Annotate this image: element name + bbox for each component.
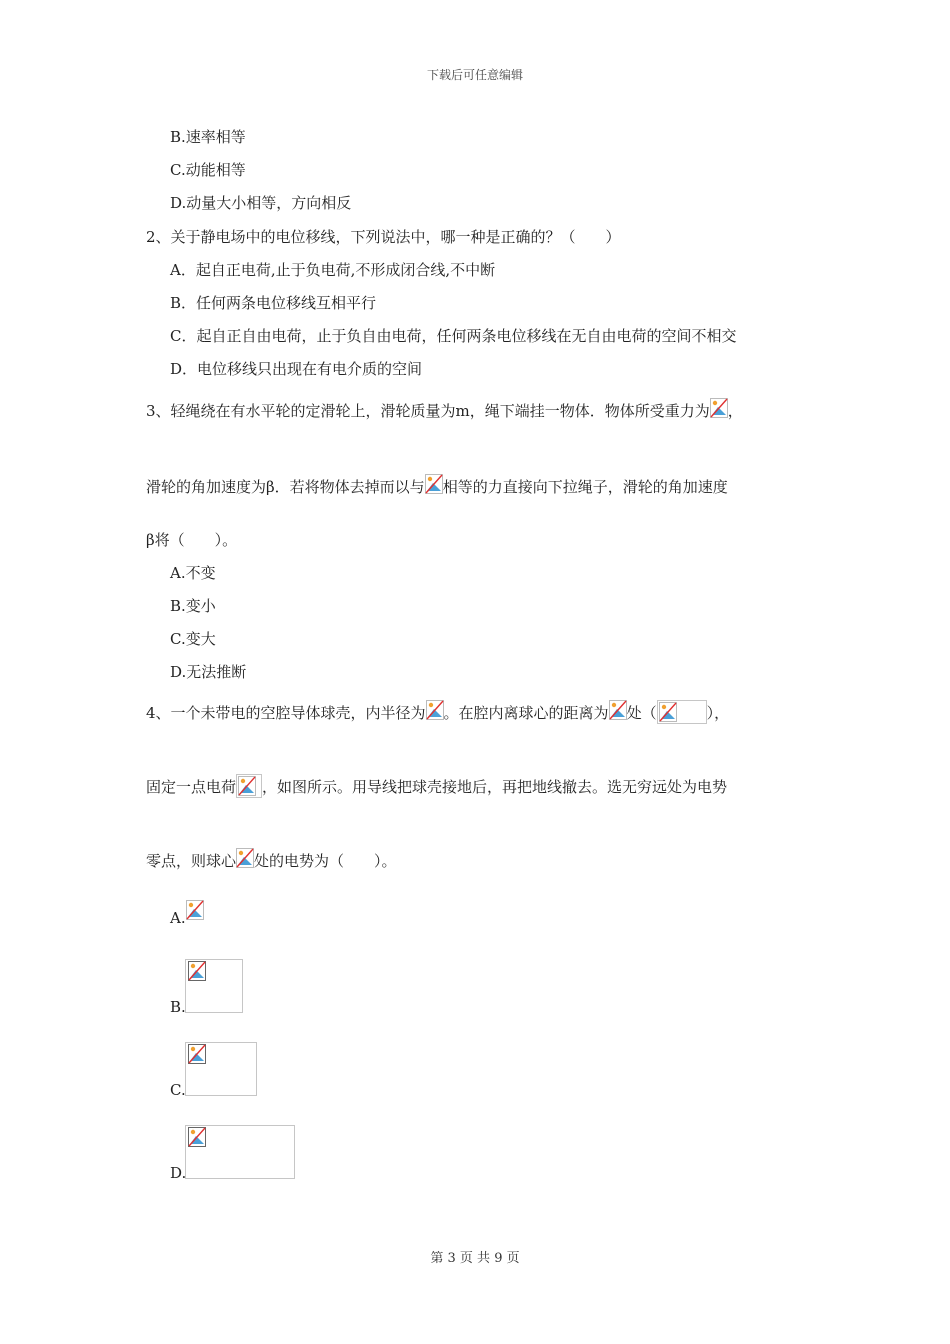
q2-option-c: C．起自正自由电荷，止于负自由电荷，任何两条电位移线在无自由电荷的空间不相交 — [170, 327, 737, 345]
q3-stem-line1 — [146, 398, 743, 421]
q2-option-b: B．任何两条电位移线互相平行 — [170, 294, 377, 312]
broken-image-icon — [425, 474, 443, 494]
q4-option-d: D. — [170, 1164, 187, 1182]
option-b-image — [185, 959, 243, 1013]
q4-stem-text: 处（ — [626, 704, 657, 722]
q3-stem-text: 相等的力直接向下拉绳子，滑轮的角加速度 — [442, 478, 728, 496]
q1-option-b: B.速率相等 — [170, 128, 246, 146]
q1-option-c: C.动能相等 — [170, 161, 246, 179]
q4-stem-text: 。在腔内离球心的距离为 — [443, 704, 609, 722]
q3-option-b: B.变小 — [170, 597, 216, 615]
broken-image-icon — [186, 900, 204, 920]
q2-option-a: A．起自正电荷,止于负电荷,不形成闭合线,不中断 — [170, 261, 496, 279]
q4-stem-text: ，如图所示。用导线把球壳接地后，再把地线撤去。选无穷远处为电势 — [262, 778, 728, 796]
q4-option-a: A. — [170, 909, 186, 927]
broken-image-icon — [187, 1127, 207, 1147]
q3-option-d: D.无法推断 — [170, 663, 247, 681]
q2-stem: 2、关于静电场中的电位移线，下列说法中，哪一种是正确的？（ ） — [146, 228, 621, 246]
q3-stem-text: 3、轻绳绕在有水平轮的定滑轮上，滑轮质量为m，绳下端挂一物体．物体所受重力为 — [146, 402, 710, 420]
q3-option-a: A.不变 — [170, 564, 216, 582]
q4-stem-line2 — [146, 774, 727, 798]
page-header: 下载后可任意编辑 — [426, 68, 523, 82]
q4-stem-line1 — [146, 700, 729, 724]
q4-stem-text: 零点，则球心 — [146, 852, 237, 870]
page-footer: 第 3 页 共 9 页 — [430, 1251, 520, 1266]
q4-option-c: C. — [170, 1081, 186, 1099]
q4-stem-line3 — [146, 848, 397, 871]
q4-stem-text: ）， — [706, 704, 730, 722]
q3-stem-line3: β将（ ）。 — [146, 531, 238, 549]
broken-image-frame — [236, 774, 262, 798]
q3-stem-text: ， — [727, 402, 743, 420]
q3-stem-line2 — [146, 474, 728, 497]
option-c-image — [185, 1042, 257, 1096]
q3-stem-text: 滑轮的角加速度为β．若将物体去掉而以与 — [146, 478, 425, 496]
option-a-image — [186, 900, 203, 921]
q1-option-d: D.动量大小相等，方向相反 — [170, 194, 352, 212]
broken-image-icon — [609, 700, 627, 720]
q4-stem-text: 处的电势为（ ）。 — [254, 852, 397, 870]
broken-image-icon — [238, 776, 256, 796]
broken-image-icon — [659, 702, 677, 722]
q3-option-c: C.变大 — [170, 630, 216, 648]
q4-stem-text: 4、一个未带电的空腔导体球壳，内半径为 — [146, 704, 426, 722]
q4-stem-text: 固定一点电荷 — [146, 778, 237, 796]
broken-image-frame — [657, 700, 707, 724]
broken-image-icon — [426, 700, 444, 720]
q4-option-b: B. — [170, 998, 186, 1016]
option-d-image — [185, 1125, 295, 1179]
q2-option-d: D．电位移线只出现在有电介质的空间 — [170, 360, 423, 378]
broken-image-icon — [187, 961, 207, 981]
broken-image-icon — [187, 1044, 207, 1064]
broken-image-icon — [236, 848, 254, 868]
broken-image-icon — [710, 398, 728, 418]
